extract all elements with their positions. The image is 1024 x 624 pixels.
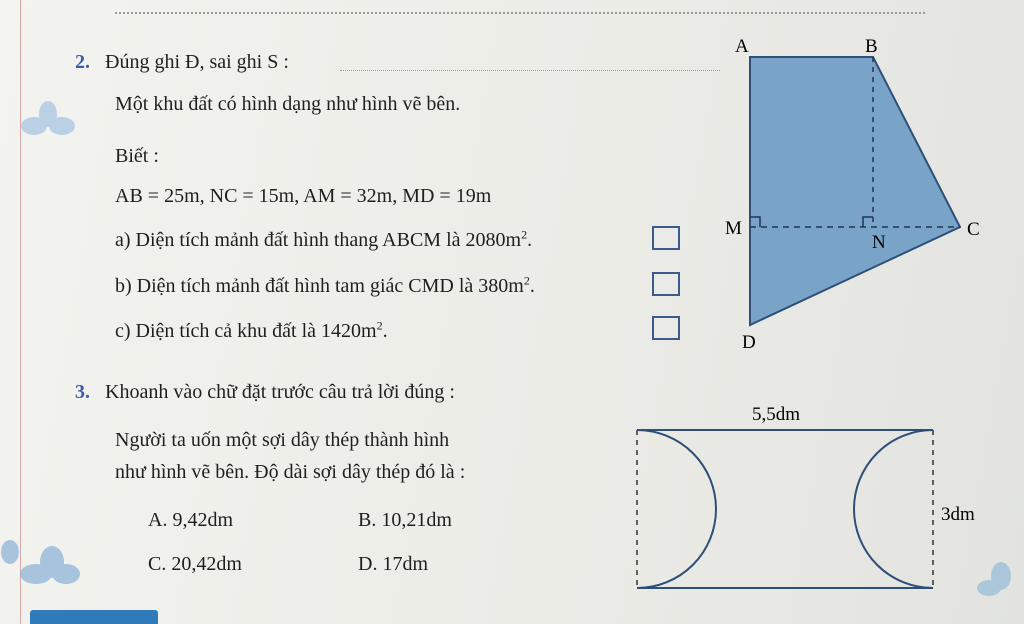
- q2-item-a-text: a) Diện tích mảnh đất hình thang ABCM là 2080m: [115, 229, 522, 251]
- label-width: 5,5dm: [752, 404, 801, 425]
- q2-item-b-text: b) Diện tích mảnh đất hình tam giác CMD là 380m: [115, 275, 524, 297]
- q2-line: [75, 50, 289, 74]
- q2-given: AB = 25m, NC = 15m, AM = 32m, MD = 19m: [115, 185, 492, 207]
- q2-item-c: [115, 319, 388, 343]
- right-semicircle-wire: [854, 430, 933, 588]
- q2-given-label: Biết :: [115, 145, 159, 167]
- q3-option-a[interactable]: A. 9,42dm: [148, 509, 233, 531]
- land-polygon: [750, 57, 960, 325]
- top-dotted-line: [115, 12, 925, 14]
- q3-option-c[interactable]: C. 20,42dm: [148, 553, 242, 575]
- q2-item-b: [115, 274, 535, 298]
- q3-line: [75, 380, 455, 404]
- label-M: M: [725, 218, 742, 239]
- label-C: C: [967, 219, 980, 240]
- q3-title: Khoanh vào chữ đặt trước câu trả lời đúng :: [105, 381, 455, 403]
- label-N: N: [872, 232, 886, 253]
- label-height: 3dm: [941, 504, 975, 525]
- q2-intro: Một khu đất có hình dạng như hình vẽ bên.: [115, 93, 461, 115]
- q3-option-b[interactable]: B. 10,21dm: [358, 509, 452, 531]
- left-semicircle-wire: [637, 430, 716, 588]
- q2-number: 2.: [75, 51, 90, 73]
- q2-item-b-sup: 2: [523, 273, 530, 288]
- q2-item-a-end: .: [527, 229, 533, 251]
- flower-decoration-icon-2: [0, 540, 80, 600]
- label-A: A: [735, 36, 749, 57]
- label-B: B: [865, 36, 878, 57]
- answer-box-b[interactable]: [652, 272, 680, 296]
- q2-item-c-sup: 2: [376, 318, 383, 333]
- q3-option-d[interactable]: D. 17dm: [358, 553, 428, 575]
- q3-text-1: Người ta uốn một sợi dây thép thành hình: [115, 429, 450, 451]
- answer-box-c[interactable]: [652, 316, 680, 340]
- label-D: D: [742, 332, 756, 353]
- answer-box-a[interactable]: [652, 226, 680, 250]
- page-tab: [30, 610, 158, 624]
- q2-item-c-end: .: [382, 320, 388, 342]
- q2-item-b-end: .: [529, 275, 535, 297]
- q3-number: 3.: [75, 381, 90, 403]
- q2-land-figure: [715, 30, 1005, 360]
- margin-line: [20, 0, 21, 624]
- flower-decoration-icon: [18, 100, 78, 150]
- q2-item-a: [115, 228, 532, 252]
- q3-text-2: như hình vẽ bên. Độ dài sợi dây thép đó là :: [115, 461, 466, 483]
- q2-title-dots: [340, 70, 720, 71]
- q2-item-a-sup: 2: [521, 227, 528, 242]
- q3-wire-figure: [625, 398, 1005, 603]
- q2-item-c-text: c) Diện tích cả khu đất là 1420m: [115, 320, 377, 342]
- q2-title: Đúng ghi Đ, sai ghi S :: [105, 51, 289, 73]
